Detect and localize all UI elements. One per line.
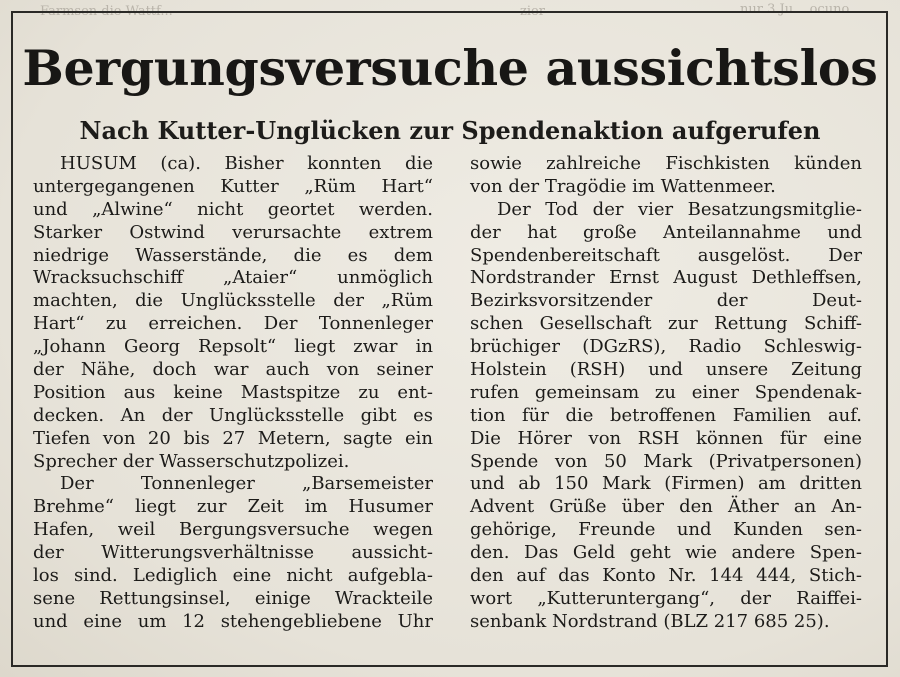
text-line: Holstein (RSH) und unsere Zeitung [470,359,862,381]
text-line: der Witterungsverhältnisse aussicht- [33,542,433,564]
text-line: Der Tod der vier Besatzungsmitglie- [497,198,862,220]
text-line: niedrige Wasserstände, die es dem [33,244,433,266]
text-line: tion für die betroffenen Familien auf. [470,404,862,426]
bleed-through-text: Farmsen die Wattf... [40,4,173,19]
text-line: sowie zahlreiche Fischkisten künden [470,153,862,174]
bleed-through-text: nur 3 Ju... ocuno [740,2,850,17]
text-line: und ab 150 Mark (Firmen) am dritten [470,473,862,495]
text-line: der Nähe, doch war auch von seiner [33,359,433,381]
text-line: Spende von 50 Mark (Privatpersonen) [470,450,862,472]
text-line: den auf das Konto Nr. 144 444, Stich- [470,565,862,587]
text-line: Bezirksvorsitzender der Deut- [470,290,862,312]
article-headline: Bergungsversuche aussichtslos [22,39,878,97]
text-line: rufen gemeinsam zu einer Spendenak- [470,381,862,403]
bleed-through-text: zier [520,4,545,19]
text-line: „Johann Georg Repsolt“ liegt zwar in [33,336,433,358]
text-line: Sprecher der Wasserschutzpolizei. [33,450,350,472]
text-line: Position aus keine Mastspitze zu ent- [33,381,433,403]
text-line: Die Hörer von RSH können für eine [470,427,862,449]
text-line: Hafen, weil Bergungsversuche wegen [33,519,433,541]
text-line: Nordstrander Ernst August Dethleffsen, [470,267,862,289]
text-line: Tiefen von 20 bis 27 Metern, sagte ein [33,427,433,449]
text-line: der hat große Anteilannahme und [470,221,862,243]
text-line: Advent Grüße über den Äther an An- [470,496,862,518]
text-line: und eine um 12 stehengebliebene Uhr [33,610,433,632]
article-column-right [470,153,862,634]
text-line: den. Das Geld geht wie andere Spen- [470,542,862,564]
text-line: von der Tragödie im Wattenmeer. [470,175,776,197]
article-subheadline: Nach Kutter-Unglücken zur Spendenaktion aufgerufen [79,116,821,145]
text-line: wort „Kutteruntergang“, der Raiffei- [470,587,862,609]
text-line: sene Rettungsinsel, einige Wrackteile [33,587,433,609]
text-line: los sind. Lediglich eine nicht aufgebla- [33,565,433,587]
text-line: gehörige, Freunde und Kunden sen- [470,519,862,541]
text-line: Der Tonnenleger „Barsemeister [60,473,433,495]
text-line: machten, die Unglücksstelle der „Rüm [33,290,433,312]
text-line: brüchiger (DGzRS), Radio Schleswig- [470,336,862,358]
text-line: HUSUM (ca). Bisher konnten die [60,153,433,174]
text-line: decken. An der Unglücksstelle gibt es [33,404,433,426]
text-line: und „Alwine“ nicht geortet werden. [33,198,433,220]
text-line: Spendenbereitschaft ausgelöst. Der [470,244,862,266]
text-line: Brehme“ liegt zur Zeit im Husumer [33,496,433,518]
article-column-left [33,153,433,634]
text-line: untergegangenen Kutter „Rüm Hart“ [33,175,433,197]
text-line: schen Gesellschaft zur Rettung Schiff- [470,313,862,335]
text-line: Starker Ostwind verursachte extrem [33,221,433,243]
text-line: Wracksuchschiff „Ataier“ unmöglich [33,267,433,289]
text-line: senbank Nordstrand (BLZ 217 685 25). [470,610,830,632]
text-line: Hart“ zu erreichen. Der Tonnenleger [33,313,433,335]
